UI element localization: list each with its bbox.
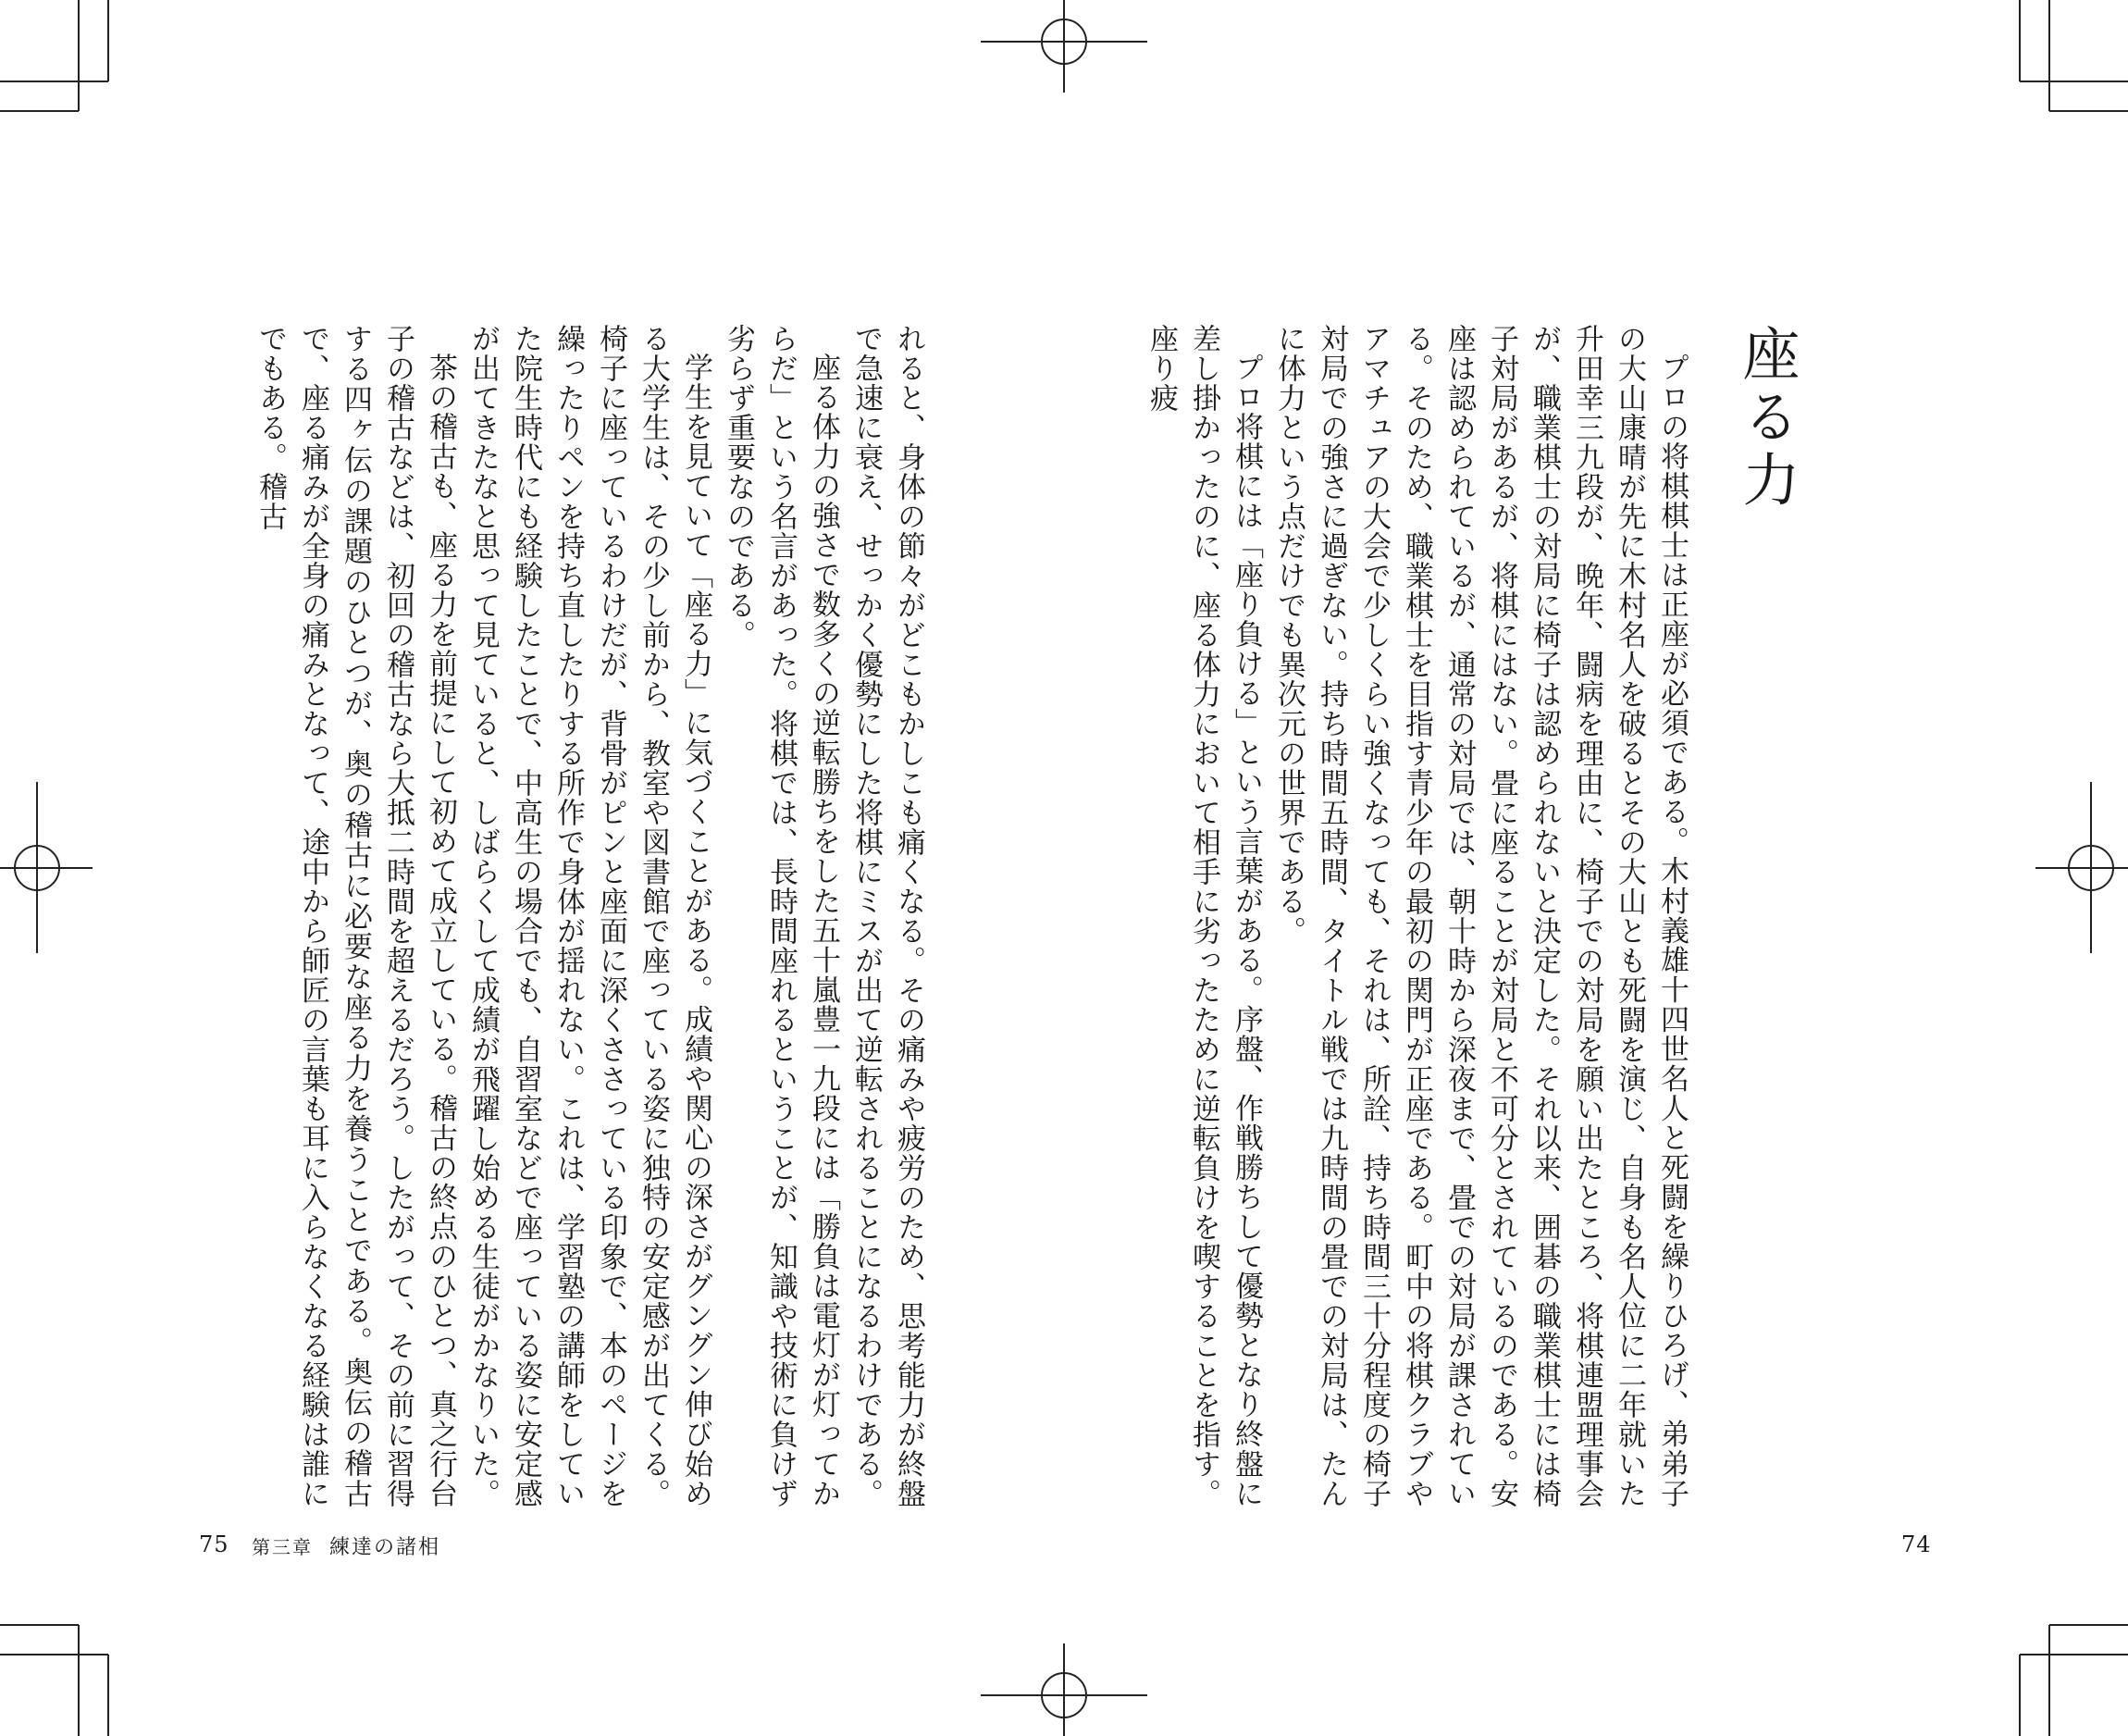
running-head-title: 練達の諸相 (329, 1536, 441, 1559)
paragraph: 座る体力の強さで数多くの逆転勝ちをした五十嵐豊一九段には「勝負は電灯が灯ってからだ」という名言があった。将棋では、長時間座れるということが、知識や技術に負けず劣らず重要なのである。 (722, 324, 840, 1508)
paragraph: プロ将棋には「座り負ける」という言葉がある。序盤、作戦勝ちして優勢となり終盤に差し掛かったのに、座る体力において相手に劣ったために逆転負けを喫することを指す。座り疲 (1144, 324, 1263, 1508)
paragraph: 学生を見ていて「座る力」に気づくことがある。成績や関心の深さがグングン伸び始める大学生は、その少し前から、教室や図書館で座っている姿に独特の安定感が出てくる。椅子に座っているわけだが、背骨がピンと座面に深くささっている印象で、本のページを繰ったりペンを持ち直したりする所作で身体が揺れない。これは、学習塾の講師をしていた院生時代にも経験したことで、中高生の場合でも、自習室などで座っている姿に安定感が出てきたなと思って見ていると、しばらくして成績が飛躍し始める生徒がかなりいた。 (466, 324, 712, 1508)
paragraph: プロの将棋棋士は正座が必須である。木村義雄十四世名人と死闘を繰りひろげ、弟弟子の大山康晴が先に木村名人を破るとその大山とも死闘を演じ、自身も名人位に二年就いた升田幸三九段が、晩年、闘病を理由に、椅子での対局を願い出たところ、将棋連盟理事会が、職業棋士の対局に椅子は認められないと決定した。それ以来、囲碁の職業棋士には椅子対局があるが、将棋にはない。畳に座ることが対局と不可分とされているのである。安座は認められているが、通常の対局では、朝十時から深夜まで、畳での対局が課されている。そのため、職業棋士を目指す青少年の最初の関門が正座である。町中の将棋クラブやアマチュアの大会で少しくらい強くなっても、それは、所詮、持ち時間三十分程度の椅子対局での強さに過ぎない。持ち時間五時間、タイトル戦では九時間の畳での対局は、たんに体力という点だけでも異次元の世界である。 (1272, 324, 1689, 1508)
paragraph: れると、身体の節々がどこもかしこも痛くなる。その痛みや疲労のため、思考能力が終盤で急速に衰え、せっかく優勢にした将棋にミスが出て逆転されることになるわけである。 (849, 324, 925, 1508)
left-page-body (190, 324, 930, 1508)
right-page (1144, 324, 1800, 1508)
page-number-left: 75 (199, 1531, 229, 1557)
page-number-right: 74 (1901, 1531, 1932, 1557)
right-page-body (1144, 324, 1693, 1508)
left-page (190, 324, 930, 1508)
running-head (252, 1531, 440, 1560)
running-head-chapter: 第三章 (252, 1536, 313, 1558)
chapter-title: 座る力 (1733, 324, 1800, 513)
paragraph: 茶の稽古も、座る力を前提にして初めて成立している。稽古の終点のひとつ、真之行台子の稽古などは、初回の稽古なら大抵二時間を超えるだろう。したがって、その前に習得する四ヶ伝の課題のひとつが、奥の稽古に必要な座る力を養うことである。奥伝の稽古で、座る痛みが全身の痛みとなって、途中から師匠の言葉も耳に入らなくなる経験は誰にでもある。稽古 (254, 324, 457, 1508)
